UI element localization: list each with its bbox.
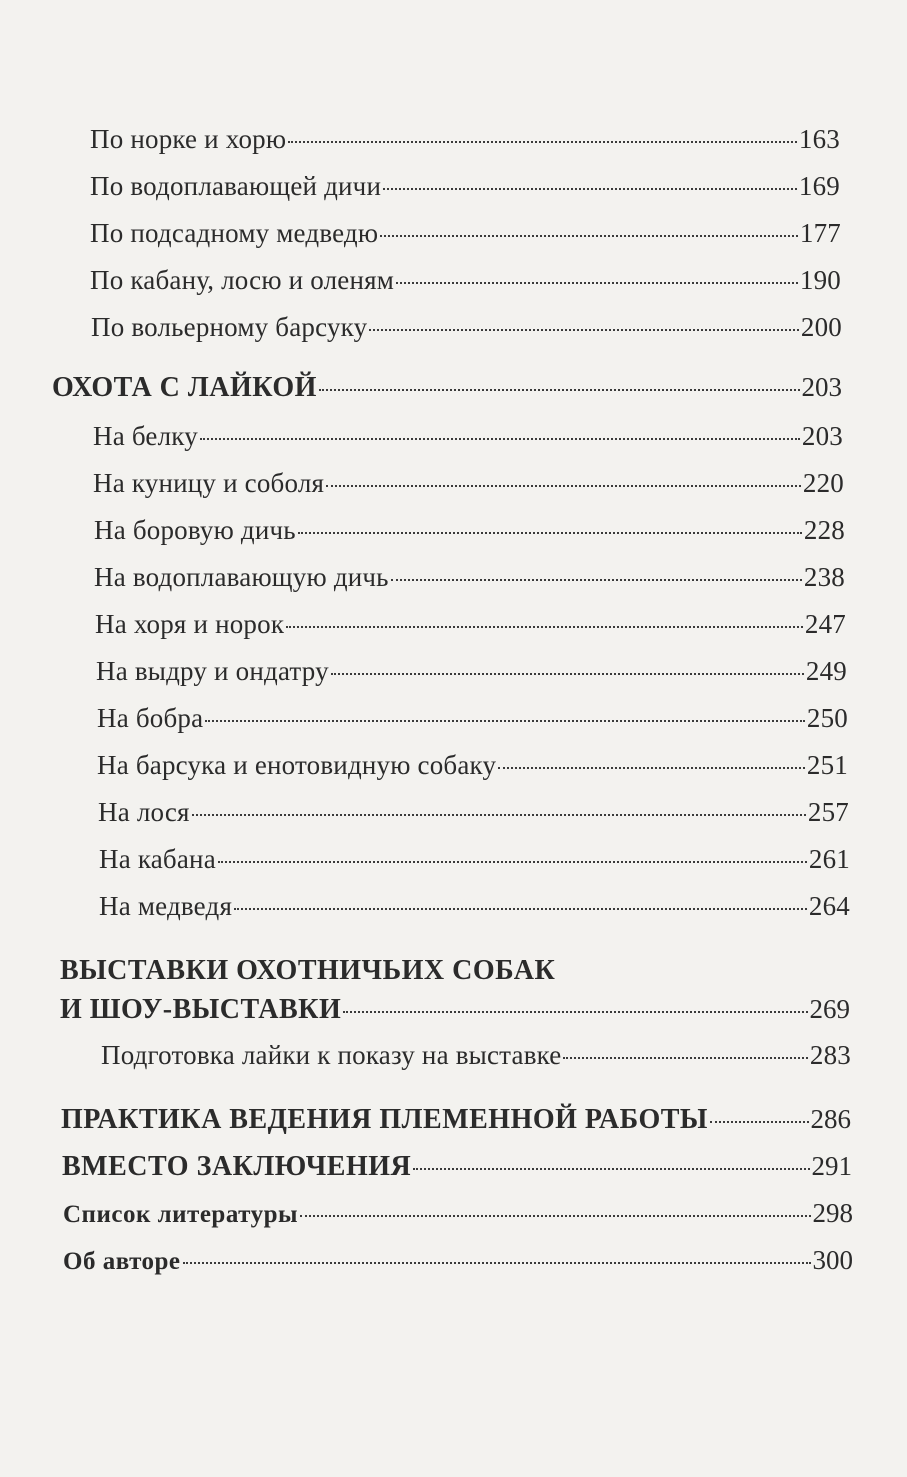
entry-page-number: 261: [808, 844, 850, 874]
toc-entry: [91, 312, 842, 343]
toc-entry: [90, 265, 841, 296]
dot-leader: [396, 282, 798, 284]
toc-section-entry: [61, 1104, 851, 1136]
dot-leader: [383, 188, 797, 190]
entry-title: На водоплавающую дичь: [94, 562, 389, 592]
toc-entry: [90, 218, 841, 249]
entry-title: На бобра: [97, 703, 204, 733]
entry-title: По водоплавающей дичи: [90, 171, 382, 201]
dot-leader: [710, 1121, 809, 1123]
toc-section-entry: [62, 1151, 852, 1183]
toc-entry: [95, 609, 846, 640]
section-page-number: 298: [812, 1198, 853, 1228]
toc-entry: [90, 171, 840, 202]
toc-entry: [98, 797, 849, 828]
entry-title: На лося: [98, 797, 190, 827]
entry-page-number: 190: [799, 265, 841, 295]
toc-entry: [93, 468, 844, 499]
section-title: ВМЕСТО ЗАКЛЮЧЕНИЯ: [62, 1151, 412, 1182]
dot-leader: [205, 720, 805, 722]
section-page-number: 269: [809, 994, 850, 1024]
entry-page-number: 220: [802, 468, 844, 498]
dot-leader: [298, 532, 802, 534]
toc-section-entry: [63, 1245, 853, 1276]
toc-entry: [101, 1040, 851, 1071]
toc-entry: [94, 515, 845, 546]
dot-leader: [183, 1262, 811, 1264]
entry-page-number: 200: [800, 312, 842, 342]
toc-entry: [99, 891, 850, 922]
entry-page-number: 203: [801, 421, 843, 451]
dot-leader: [286, 626, 803, 628]
dot-leader: [200, 438, 800, 440]
dot-leader: [326, 485, 801, 487]
toc-section-entry: [60, 994, 850, 1026]
toc-section-entry: [52, 372, 842, 404]
entry-page-number: 247: [804, 609, 846, 639]
entry-page-number: 257: [807, 797, 849, 827]
toc-section-entry: [63, 1198, 853, 1229]
entry-title: На белку: [93, 421, 198, 451]
dot-leader: [218, 861, 807, 863]
entry-page-number: 177: [799, 218, 841, 248]
section-page-number: 291: [811, 1151, 852, 1181]
entry-page-number: 249: [805, 656, 847, 686]
dot-leader: [498, 767, 805, 769]
section-title-line-2: И ШОУ-ВЫСТАВКИ: [60, 994, 342, 1025]
dot-leader: [331, 673, 804, 675]
toc-entry: [96, 656, 847, 687]
entry-title: По подсадному медведю: [90, 218, 379, 248]
dot-leader: [192, 814, 806, 816]
entry-title: На медведя: [99, 891, 233, 921]
dot-leader: [343, 1011, 807, 1013]
entry-page-number: 251: [806, 750, 848, 780]
entry-page-number: 238: [803, 562, 845, 592]
dot-leader: [319, 389, 800, 391]
section-title: Список литературы: [63, 1201, 299, 1228]
entry-title: По норке и хорю: [90, 124, 287, 154]
entry-page-number: 228: [803, 515, 845, 545]
entry-title: На выдру и ондатру: [96, 656, 329, 686]
dot-leader: [413, 1168, 809, 1170]
dot-leader: [288, 141, 797, 143]
toc-entry: [99, 844, 850, 875]
entry-page-number: 163: [798, 124, 840, 154]
entry-title: На хоря и норок: [95, 609, 285, 639]
entry-title: На кабана: [99, 844, 216, 874]
section-title: Об авторе: [63, 1248, 181, 1275]
toc-entry: [94, 562, 845, 593]
entry-page-number: 250: [806, 703, 848, 733]
entry-page-number: 169: [798, 171, 840, 201]
entry-page-number: 264: [808, 891, 850, 921]
section-page-number: 300: [812, 1245, 853, 1275]
dot-leader: [369, 329, 799, 331]
dot-leader: [391, 579, 802, 581]
dot-leader: [380, 235, 798, 237]
section-page-number: 203: [801, 372, 842, 402]
section-title: ПРАКТИКА ВЕДЕНИЯ ПЛЕМЕННОЙ РАБОТЫ: [61, 1104, 708, 1135]
entry-title: На боровую дичь: [94, 515, 296, 545]
section-title: ОХОТА С ЛАЙКОЙ: [52, 372, 317, 403]
entry-title: На куницу и соболя: [93, 468, 325, 498]
entry-title: На барсука и енотовидную собаку: [97, 750, 497, 780]
toc-entry: [93, 421, 843, 452]
section-title-line-1: ВЫСТАВКИ ОХОТНИЧЬИХ СОБАК: [60, 955, 556, 986]
toc-entry: [90, 124, 840, 155]
entry-page-number: 283: [809, 1040, 851, 1070]
entry-title: Подготовка лайки к показу на выставке: [101, 1040, 562, 1070]
entry-title: По кабану, лосю и оленям: [90, 265, 395, 295]
dot-leader: [234, 908, 807, 910]
toc-entry: [97, 703, 848, 734]
section-page-number: 286: [810, 1104, 851, 1134]
toc-entry: [97, 750, 848, 781]
entry-title: По вольерному барсуку: [91, 312, 368, 342]
dot-leader: [563, 1057, 807, 1059]
dot-leader: [300, 1215, 810, 1217]
